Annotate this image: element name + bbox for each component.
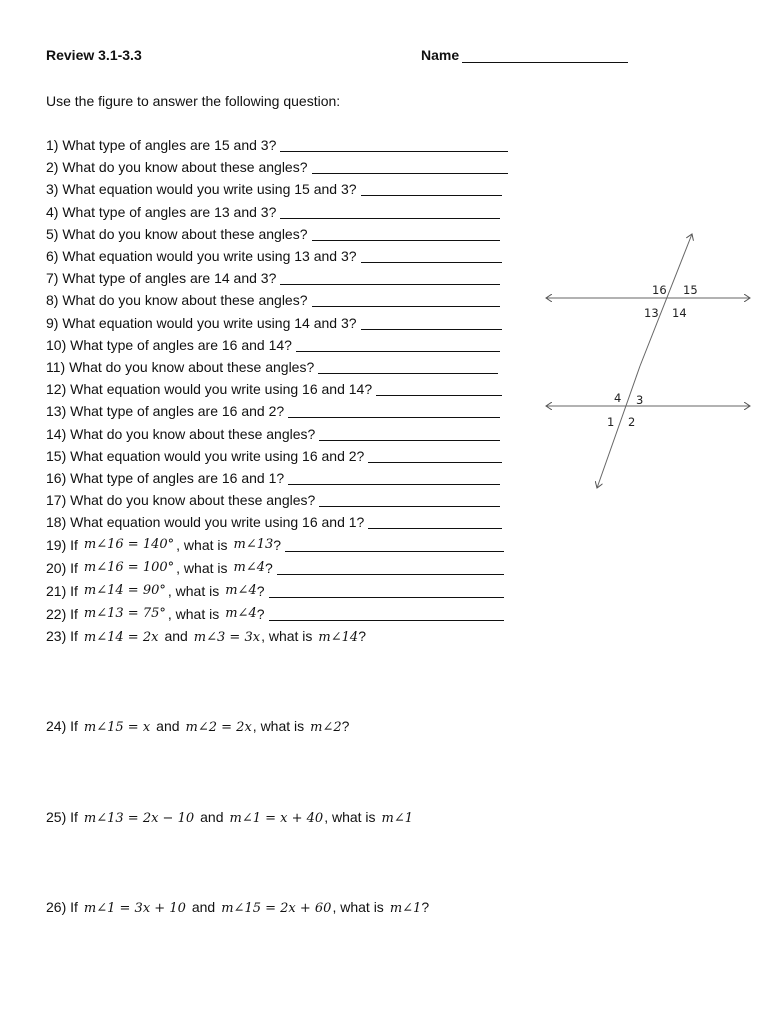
- question-row: [46, 267, 500, 289]
- question-text: 8) What do you know about these angles?: [46, 292, 308, 309]
- answer-blank[interactable]: [319, 424, 500, 441]
- question-row: [46, 603, 504, 625]
- question-text: 7) What type of angles are 14 and 3?: [46, 270, 277, 287]
- algebra-question: [46, 718, 349, 735]
- question-connector: , what is: [261, 628, 313, 644]
- angle-label-2: 2: [628, 415, 636, 429]
- question-mark: ?: [421, 899, 430, 915]
- question-number: 26) If: [46, 899, 78, 915]
- question-mark: ?: [256, 606, 265, 622]
- transversal-figure: [540, 226, 760, 496]
- question-row: [46, 356, 498, 378]
- question-mark: ?: [265, 560, 273, 576]
- question-row: [46, 245, 502, 267]
- answer-blank[interactable]: [368, 446, 502, 463]
- answer-blank[interactable]: [280, 268, 500, 285]
- question-mark: ?: [341, 718, 350, 734]
- target-angle: m∠1: [389, 901, 422, 916]
- question-text: 5) What do you know about these angles?: [46, 225, 308, 242]
- algebra-question: [46, 628, 366, 645]
- question-text: 15) What equation would you write using 16 and 2?: [46, 447, 365, 464]
- answer-blank[interactable]: [312, 157, 508, 174]
- question-text: 11) What do you know about these angles?: [46, 359, 315, 375]
- question-row: [46, 400, 500, 422]
- question-number: 20) If: [46, 560, 78, 576]
- conjunction: and: [156, 718, 180, 734]
- conjunction: and: [164, 628, 188, 644]
- given-expression-1: m∠14 = 2x: [83, 630, 159, 645]
- algebra-question: [46, 899, 429, 916]
- question-connector: , what is: [176, 560, 228, 576]
- given-expression-2: m∠1 = x + 40: [229, 811, 324, 826]
- algebra-question: [46, 809, 413, 826]
- given-expression-1: m∠15 = x: [83, 720, 151, 735]
- question-connector: , what is: [176, 537, 228, 553]
- given-expression-1: m∠1 = 3x + 10: [83, 901, 186, 916]
- question-connector: , what is: [167, 583, 220, 599]
- given-angle: m∠14 = 90°: [83, 583, 166, 598]
- answer-blank[interactable]: [361, 313, 502, 330]
- question-row: [46, 289, 500, 311]
- name-blank[interactable]: [462, 48, 628, 63]
- question-mark: ?: [256, 583, 265, 599]
- answer-blank[interactable]: [280, 135, 508, 152]
- question-connector: , what is: [167, 606, 220, 622]
- answer-blank[interactable]: [269, 604, 504, 621]
- answer-blank[interactable]: [280, 202, 500, 219]
- question-row: [46, 312, 502, 334]
- question-number: 25) If: [46, 809, 78, 825]
- question-mark: ?: [358, 628, 366, 644]
- angle-label-1: 1: [607, 415, 615, 429]
- instructions: Use the figure to answer the following question:: [46, 93, 341, 109]
- given-angle: m∠13 = 75°: [83, 606, 166, 621]
- question-text: 17) What do you know about these angles?: [46, 492, 316, 509]
- question-connector: , what is: [324, 809, 376, 825]
- conjunction: and: [191, 899, 216, 915]
- target-angle: m∠2: [310, 720, 342, 735]
- question-row: [46, 511, 502, 533]
- question-text: 10) What type of angles are 16 and 14?: [46, 336, 292, 353]
- question-row: [46, 580, 504, 602]
- question-text: 3) What equation would you write using 15 and 3?: [46, 181, 357, 198]
- target-angle: m∠14: [318, 630, 359, 645]
- question-number: 24) If: [46, 718, 78, 734]
- answer-blank[interactable]: [288, 401, 500, 418]
- answer-blank[interactable]: [376, 379, 502, 396]
- question-number: 22) If: [46, 606, 78, 622]
- target-angle: m∠4: [233, 560, 265, 575]
- question-text: 9) What equation would you write using 14 and 3?: [46, 314, 357, 331]
- question-text: 14) What do you know about these angles?: [46, 425, 316, 442]
- question-row: [46, 334, 500, 356]
- question-number: 19) If: [46, 537, 78, 553]
- answer-blank[interactable]: [285, 535, 504, 552]
- question-number: 23) If: [46, 628, 78, 644]
- angle-label-3: 3: [636, 393, 644, 407]
- question-text: 16) What type of angles are 16 and 1?: [46, 470, 285, 486]
- question-row: [46, 467, 500, 489]
- question-text: 4) What type of angles are 13 and 3?: [46, 203, 277, 220]
- given-angle: m∠16 = 100°: [83, 560, 175, 575]
- question-row: [46, 378, 502, 400]
- transversal-line-up: [640, 234, 692, 366]
- answer-blank[interactable]: [318, 357, 498, 374]
- answer-blank[interactable]: [312, 224, 500, 241]
- answer-blank[interactable]: [312, 290, 500, 307]
- question-row: [46, 134, 508, 156]
- target-angle: m∠4: [225, 606, 257, 621]
- answer-blank[interactable]: [319, 490, 500, 507]
- answer-blank[interactable]: [361, 246, 502, 263]
- target-angle: m∠13: [233, 537, 274, 552]
- target-angle: m∠1: [381, 811, 414, 826]
- question-row: [46, 557, 504, 579]
- question-row: [46, 156, 508, 178]
- question-text: 13) What type of angles are 16 and 2?: [46, 403, 285, 420]
- page-title: Review 3.1-3.3: [46, 47, 142, 63]
- answer-blank[interactable]: [269, 581, 504, 598]
- given-expression-2: m∠15 = 2x + 60: [221, 901, 332, 916]
- angle-label-14: 14: [672, 306, 687, 320]
- answer-blank[interactable]: [296, 335, 500, 352]
- question-row: [46, 423, 500, 445]
- question-row: [46, 445, 502, 467]
- given-expression-2: m∠2 = 2x: [185, 720, 252, 735]
- target-angle: m∠4: [225, 583, 257, 598]
- question-text: 2) What do you know about these angles?: [46, 159, 308, 176]
- question-row: [46, 178, 502, 200]
- question-text: 1) What type of angles are 15 and 3?: [46, 137, 277, 153]
- question-row: [46, 223, 500, 245]
- answer-blank[interactable]: [368, 512, 502, 529]
- question-text: 18) What equation would you write using 16 and 1?: [46, 514, 365, 531]
- question-row: [46, 489, 500, 511]
- angle-label-13: 13: [644, 306, 659, 320]
- angle-label-16: 16: [652, 283, 667, 297]
- question-number: 21) If: [46, 583, 78, 599]
- given-angle: m∠16 = 140°: [83, 537, 175, 552]
- angle-label-15: 15: [683, 283, 698, 297]
- question-row: [46, 201, 500, 223]
- question-row: [46, 534, 504, 556]
- answer-blank[interactable]: [361, 179, 502, 196]
- answer-blank[interactable]: [288, 468, 500, 485]
- given-expression-2: m∠3 = 3x: [193, 630, 261, 645]
- angle-label-4: 4: [614, 391, 622, 405]
- question-text: 6) What equation would you write using 13 and 3?: [46, 248, 357, 264]
- answer-blank[interactable]: [277, 558, 504, 575]
- question-mark: ?: [273, 537, 282, 553]
- name-field[interactable]: [421, 47, 628, 63]
- question-text: 12) What equation would you write using 16 and 14?: [46, 381, 373, 398]
- question-connector: , what is: [332, 899, 384, 915]
- question-connector: , what is: [252, 718, 305, 734]
- conjunction: and: [200, 809, 224, 825]
- name-label: Name: [421, 47, 460, 63]
- given-expression-1: m∠13 = 2x − 10: [83, 811, 195, 826]
